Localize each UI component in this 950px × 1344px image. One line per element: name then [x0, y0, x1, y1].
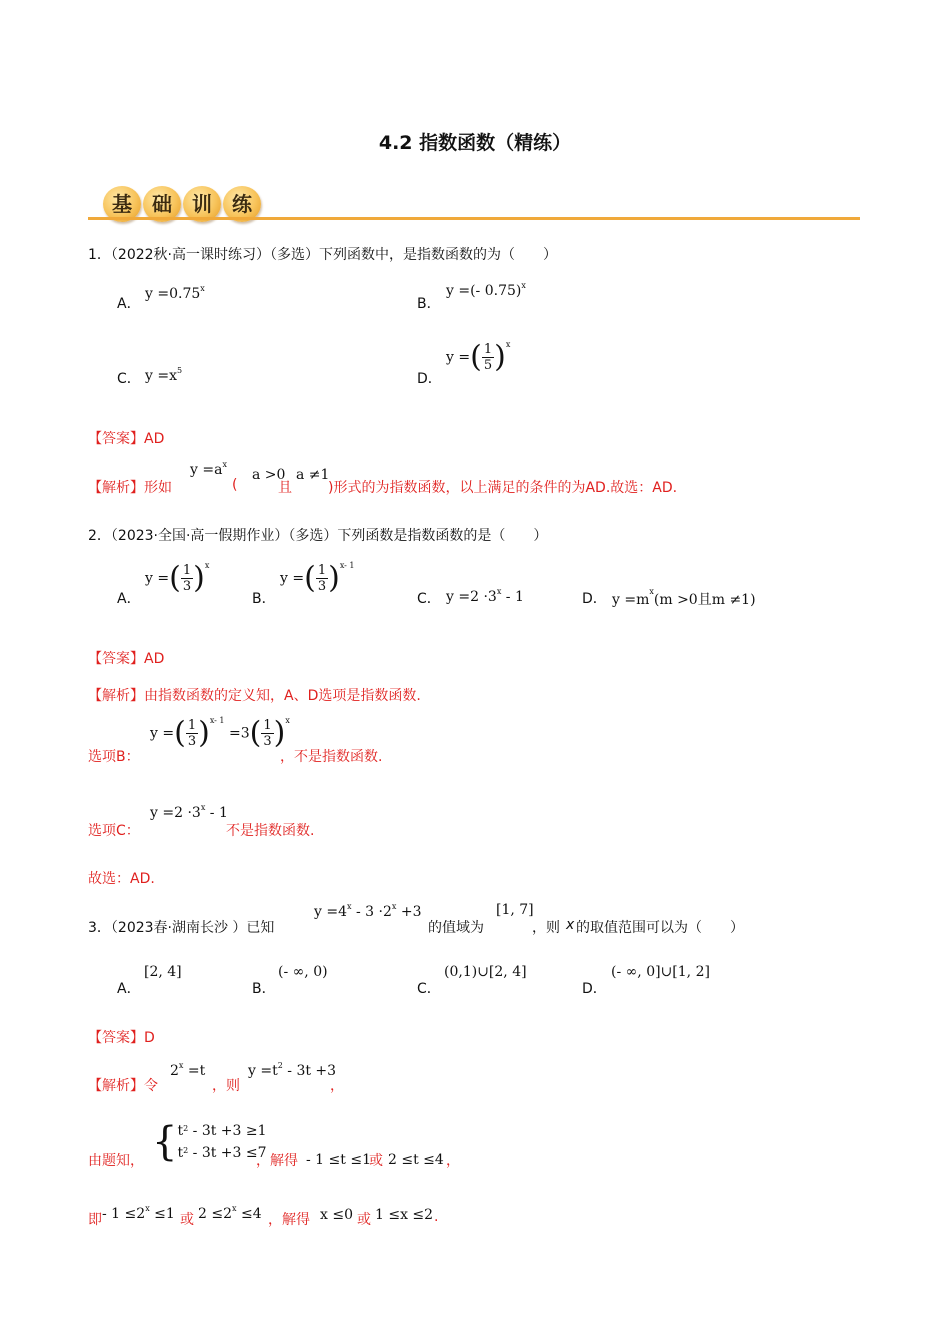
expr-sup: x	[505, 340, 511, 349]
q3-option-c-label: C．	[417, 981, 441, 997]
q1-answer: 【答案】AD	[88, 431, 165, 447]
q1-analysis-label: 【解析】形如	[88, 480, 172, 496]
expr-sup: x	[391, 902, 397, 911]
expr-tail: - 3t +3 ≤7	[188, 1145, 267, 1161]
expr-sup: 2	[277, 1061, 283, 1070]
frac-den: 3	[263, 734, 272, 749]
q3-option-c-expr: (0,1)∪[2, 4]	[444, 964, 527, 980]
expr-text: y =x	[145, 368, 177, 384]
q3-option-a-label: A．	[117, 981, 141, 997]
q3-ie-mid: ，解得	[268, 1212, 310, 1228]
q2-option-d-expr	[612, 589, 756, 609]
expr-tail: - 1	[205, 805, 228, 821]
expr-text: y =0.75	[145, 286, 201, 302]
expr-tail: - 3t +3 ≥1	[188, 1123, 267, 1139]
q3-analysis-label: 【解析】令	[88, 1078, 158, 1094]
q3-option-b-label: B．	[252, 981, 276, 997]
expr-sup: x	[200, 284, 205, 293]
banner-char: 练	[232, 192, 252, 216]
q3-inequality-system: { $t^2 - 3t +3 \ge 1$ $t^2 - 3t +3 \le 7$	[152, 1119, 267, 1165]
expr-text: y =2 ·3	[446, 589, 497, 605]
expr-sup: x	[232, 1204, 237, 1213]
expr-tail: =t	[183, 1063, 206, 1079]
expr-and: 且	[697, 592, 712, 608]
frac-num: 1	[182, 563, 192, 578]
q3-solution-2: 2 ≤t ≤4	[388, 1152, 444, 1168]
expr-sup: x	[200, 803, 206, 812]
q3-ie-expr-1	[102, 1206, 175, 1222]
q2-option-c-expr	[446, 589, 524, 605]
q3-answer: 【答案】D	[88, 1030, 155, 1046]
q2-answer: 【答案】AD	[88, 651, 165, 667]
expr-tail: ≤4	[236, 1206, 262, 1222]
q2-option-c-note-tail: 不是指数函数.	[226, 823, 315, 839]
expr-tail: - 1	[501, 589, 524, 605]
q3-analysis-then: ，则	[212, 1078, 240, 1094]
frac-den: 3	[317, 579, 327, 594]
expr-tail: (m >0	[653, 592, 698, 608]
expr-text: y =(- 0.75)	[446, 283, 522, 299]
q2-option-a-label: A．	[117, 591, 141, 607]
question-3-range: [1, 7]	[496, 902, 534, 918]
expr-text: y =4	[314, 904, 347, 920]
page-title: 4.2 指数函数（精练）	[378, 132, 572, 154]
q2-option-b-note-expr: y =( $\frac{1}{3}$ )$^{x- 1}$ =3( $\frac{1}{3}$ )$^x$	[150, 715, 290, 751]
frac-den: 5	[483, 358, 493, 373]
expr-tail: m ≠1)	[711, 592, 756, 608]
q2-option-b-note-label: 选项B：	[88, 749, 140, 765]
question-3-stem-mid: 的值域为	[428, 920, 484, 936]
expr-text: t	[177, 1145, 184, 1161]
expr-text: t	[177, 1123, 184, 1139]
expr-text: - 1 ≤2	[102, 1206, 146, 1222]
question-3-var: x	[566, 917, 575, 933]
q1-analysis-tail: )形式的为指数函数，以上满足的条件的为AD.故选：AD.	[328, 480, 678, 496]
q2-option-c-label: C．	[417, 591, 441, 607]
q3-final-1: x ≤0	[320, 1207, 353, 1223]
q2-option-b-label: B．	[252, 591, 276, 607]
system-line-1	[177, 1120, 266, 1142]
frac-num: 1	[483, 342, 493, 357]
expr-sup: 5	[177, 366, 183, 375]
q2-analysis: 【解析】由指数函数的定义知，A、D选项是指数函数.	[88, 688, 421, 704]
expr-sup: x	[347, 902, 352, 911]
q3-final-2: 1 ≤x ≤2	[375, 1207, 434, 1223]
q3-option-a-expr: [2, 4]	[144, 964, 182, 980]
question-2-stem: 2．（2023·全国·高一假期作业）（多选）下列函数是指数函数的是（ ）	[88, 528, 548, 544]
expr-text: y =	[280, 570, 305, 587]
q3-solve-label: ，解得	[256, 1153, 298, 1169]
expr-text: =3	[224, 725, 250, 742]
q3-option-b-expr: (- ∞, 0)	[278, 964, 328, 980]
q3-final-dot: .	[434, 1209, 439, 1225]
expr-sup: x- 1	[209, 716, 225, 725]
q2-conclusion: 故选：AD.	[88, 871, 155, 887]
q1-analysis-expr	[190, 462, 227, 478]
q1-option-a-expr	[145, 286, 205, 302]
expr-sup: x	[285, 716, 290, 725]
q1-option-b-expr	[446, 283, 526, 299]
q1-option-c-expr	[145, 368, 182, 384]
q2-option-b-expr: y =( $\frac{1}{3}$ )$^{x- 1}$	[280, 560, 355, 596]
expr-text: y =	[446, 349, 471, 366]
q3-or-3: 或	[357, 1212, 371, 1228]
q2-option-c-note-expr	[150, 805, 228, 821]
frac-num: 1	[263, 718, 272, 733]
q3-analysis-comma: ，	[330, 1078, 344, 1094]
q2-option-b-note-tail: ，不是指数函数.	[280, 749, 383, 765]
question-3-stem-end: 的取值范围可以为（ ）	[576, 920, 744, 936]
q1-option-a-label: A．	[117, 296, 141, 312]
q1-option-d-label: D．	[417, 371, 442, 387]
q3-ie-expr-2	[198, 1206, 262, 1222]
expr-sup: 2	[183, 1124, 189, 1133]
expr-sup: x	[521, 281, 526, 290]
frac-den: 3	[187, 734, 197, 749]
q3-or-2: 或	[180, 1212, 194, 1228]
question-3-stem-tail: ，则	[532, 920, 560, 936]
expr-text: 2	[170, 1063, 179, 1079]
expr-text: 2 ≤2	[198, 1206, 232, 1222]
frac-den: 3	[182, 579, 192, 594]
q2-option-c-note-label: 选项C：	[88, 823, 140, 839]
expr-text: y =	[150, 725, 175, 742]
q3-ie-label: 即	[88, 1212, 102, 1228]
q1-analysis-cond2: a ≠1	[296, 467, 330, 483]
q3-analysis-expr2	[248, 1063, 336, 1079]
expr-tail: - 3t +3	[282, 1063, 337, 1079]
expr-sup: x	[649, 587, 654, 596]
q3-option-d-expr: (- ∞, 0]∪[1, 2]	[611, 964, 710, 980]
expr-text: y =2 ·3	[150, 805, 201, 821]
expr-sup: 2	[183, 1146, 189, 1155]
q1-analysis-and: 且	[278, 480, 292, 496]
section-rule	[88, 217, 860, 220]
expr-tail: ≤1	[149, 1206, 175, 1222]
q3-or-1: 或	[369, 1153, 383, 1169]
q2-option-d-label: D．	[582, 591, 607, 607]
q3-option-d-label: D．	[582, 981, 607, 997]
q1-option-d-expr: y =( $\frac{1}{5}$ )$^x$	[446, 339, 511, 375]
expr-sup: x	[145, 1204, 150, 1213]
q3-solution-1: - 1 ≤t ≤1	[306, 1152, 371, 1168]
q1-option-b-label: B．	[417, 296, 441, 312]
q1-analysis-cond1: a >0	[252, 467, 286, 483]
expr-sup: x- 1	[339, 561, 355, 570]
expr-text: - 3 ·2	[351, 904, 392, 920]
frac-num: 1	[187, 718, 197, 733]
expr-text: y =a	[190, 462, 223, 478]
frac-num: 1	[317, 563, 327, 578]
banner-char: 训	[192, 192, 212, 216]
question-3-stem-expr	[314, 904, 421, 920]
expr-text: y =	[145, 570, 170, 587]
q3-known-label: 由题知，	[88, 1153, 144, 1169]
q3-analysis-expr1	[170, 1063, 205, 1079]
q2-option-a-expr: y =( $\frac{1}{3}$ )$^x$	[145, 560, 210, 596]
system-line-2	[177, 1142, 266, 1164]
question-1-stem: 1．（2022秋·高一课时练习）（多选）下列函数中，是指数函数的为（ ）	[88, 247, 557, 263]
expr-text: y =t	[248, 1063, 278, 1079]
q3-solution-comma: ，	[446, 1153, 460, 1169]
expr-sup: x	[204, 561, 210, 570]
banner-char: 础	[152, 192, 172, 216]
expr-sup: x	[496, 587, 502, 596]
expr-sup: x	[222, 460, 227, 469]
expr-sup: x	[178, 1061, 184, 1070]
expr-text: y =m	[612, 592, 650, 608]
q1-option-c-label: C．	[117, 371, 141, 387]
banner-char: 基	[112, 192, 132, 216]
q1-analysis-paren: (	[232, 477, 238, 493]
expr-tail: +3	[396, 904, 422, 920]
question-3-stem-pre: 3．（2023春·湖南长沙 ）已知	[88, 920, 275, 936]
